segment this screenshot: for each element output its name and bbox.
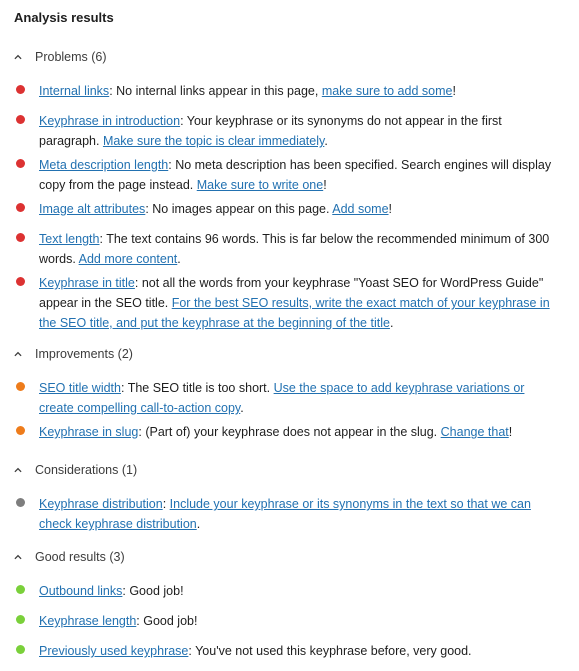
result-item — [14, 378, 554, 418]
result-item — [14, 581, 554, 601]
result-action-link[interactable]: Add some — [332, 202, 389, 216]
chevron-up-icon — [14, 466, 22, 474]
result-end: . — [324, 134, 328, 148]
result-action-link[interactable]: Include your keyphrase or its synonyms in the text so that we can check keyphrase distribution — [39, 497, 531, 531]
chevron-up-icon — [14, 350, 22, 358]
result-item — [14, 199, 554, 219]
result-link-image-alt-attributes[interactable]: Image alt attributes — [39, 202, 146, 216]
chevron-up-icon — [14, 553, 22, 561]
improvement-bullet-icon — [16, 426, 25, 435]
problem-bullet-icon — [16, 159, 25, 168]
result-item — [14, 611, 554, 631]
result-action-link[interactable]: For the best SEO results, write the exact match of your keyphrase in the SEO title, and put the keyphrase at the beginning of the title — [39, 296, 550, 330]
result-item — [14, 422, 554, 442]
result-link-internal-links[interactable]: Internal links — [39, 84, 110, 98]
good-bullet-icon — [16, 645, 25, 654]
result-text: : The SEO title is too short. — [120, 381, 274, 395]
section-toggle-considerations[interactable] — [14, 461, 137, 479]
result-item — [14, 273, 554, 333]
result-link-outbound-links[interactable]: Outbound links — [39, 584, 123, 598]
result-end: . — [240, 401, 244, 415]
result-action-link[interactable]: Make sure the topic is clear immediately — [102, 134, 325, 148]
problem-bullet-icon — [16, 85, 25, 94]
result-action-link[interactable]: Add more content — [78, 252, 178, 266]
problem-bullet-icon — [16, 277, 25, 286]
result-end: . — [196, 517, 201, 531]
result-link-seo-title-width[interactable]: SEO title width — [39, 381, 121, 395]
result-text: : not all the words from your keyphrase "Yoast SEO for WordPress Guide" appear in the SEO title. — [39, 276, 544, 310]
result-action-link[interactable]: Change that — [440, 425, 509, 439]
chevron-up-icon — [14, 53, 22, 61]
result-end: . — [389, 316, 394, 330]
result-end: . — [177, 252, 181, 266]
section-toggle-good-results[interactable] — [14, 548, 125, 566]
result-link-meta-description-length[interactable]: Meta description length — [39, 158, 169, 172]
problem-bullet-icon — [16, 115, 25, 124]
result-text: : (Part of) your keyphrase does not appear in the slug. — [138, 425, 441, 439]
result-end: ! — [452, 84, 456, 98]
problem-bullet-icon — [16, 203, 25, 212]
result-link-keyphrase-distribution[interactable]: Keyphrase distribution — [39, 497, 163, 511]
section-label-improvements: Improvements (2) — [35, 347, 133, 361]
result-text: : Good job! — [122, 584, 184, 598]
result-item — [14, 111, 554, 151]
result-item — [14, 155, 554, 195]
result-item — [14, 229, 554, 269]
result-link-keyphrase-in-slug[interactable]: Keyphrase in slug — [39, 425, 139, 439]
result-action-link[interactable]: make sure to add some — [321, 84, 453, 98]
result-text: : Good job! — [136, 614, 198, 628]
good-bullet-icon — [16, 615, 25, 624]
result-item — [14, 641, 554, 661]
result-text: : No images appear on this page. — [145, 202, 333, 216]
result-item — [14, 494, 554, 534]
result-item — [14, 81, 554, 101]
section-label-problems: Problems (6) — [35, 50, 107, 64]
problem-bullet-icon — [16, 233, 25, 242]
result-end: ! — [388, 202, 393, 216]
improvement-bullet-icon — [16, 382, 25, 391]
result-link-previously-used-keyphrase[interactable]: Previously used keyphrase — [39, 644, 189, 658]
section-toggle-improvements[interactable] — [14, 345, 133, 363]
section-label-considerations: Considerations (1) — [35, 463, 138, 477]
result-link-text-length[interactable]: Text length — [39, 232, 100, 246]
result-text: : — [162, 497, 170, 511]
result-end: ! — [508, 425, 513, 439]
consideration-bullet-icon — [16, 498, 25, 507]
result-text: : No internal links appear in this page, — [109, 84, 322, 98]
result-link-keyphrase-length[interactable]: Keyphrase length — [39, 614, 137, 628]
section-toggle-problems[interactable] — [14, 48, 107, 66]
good-bullet-icon — [16, 585, 25, 594]
result-text: : The text contains 96 words. This is far below the recommended minimum of 300 words. — [39, 232, 550, 266]
section-label-good-results: Good results (3) — [35, 550, 125, 564]
result-link-keyphrase-in-introduction[interactable]: Keyphrase in introduction — [39, 114, 181, 128]
result-action-link[interactable]: Make sure to write one — [196, 178, 324, 192]
result-end: ! — [323, 178, 327, 192]
result-action-link[interactable]: Use the space to add keyphrase variations or create compelling call-to-action copy — [39, 381, 525, 415]
result-text: : No meta description has been specified. Search engines will display copy from the page instead. — [39, 158, 552, 192]
result-text: : You've not used this keyphrase before, very good. — [188, 644, 472, 658]
panel-title: Analysis results — [14, 10, 114, 25]
result-link-keyphrase-in-title[interactable]: Keyphrase in title — [39, 276, 135, 290]
result-text: : Your keyphrase or its synonyms do not appear in the first paragraph. — [39, 114, 502, 148]
